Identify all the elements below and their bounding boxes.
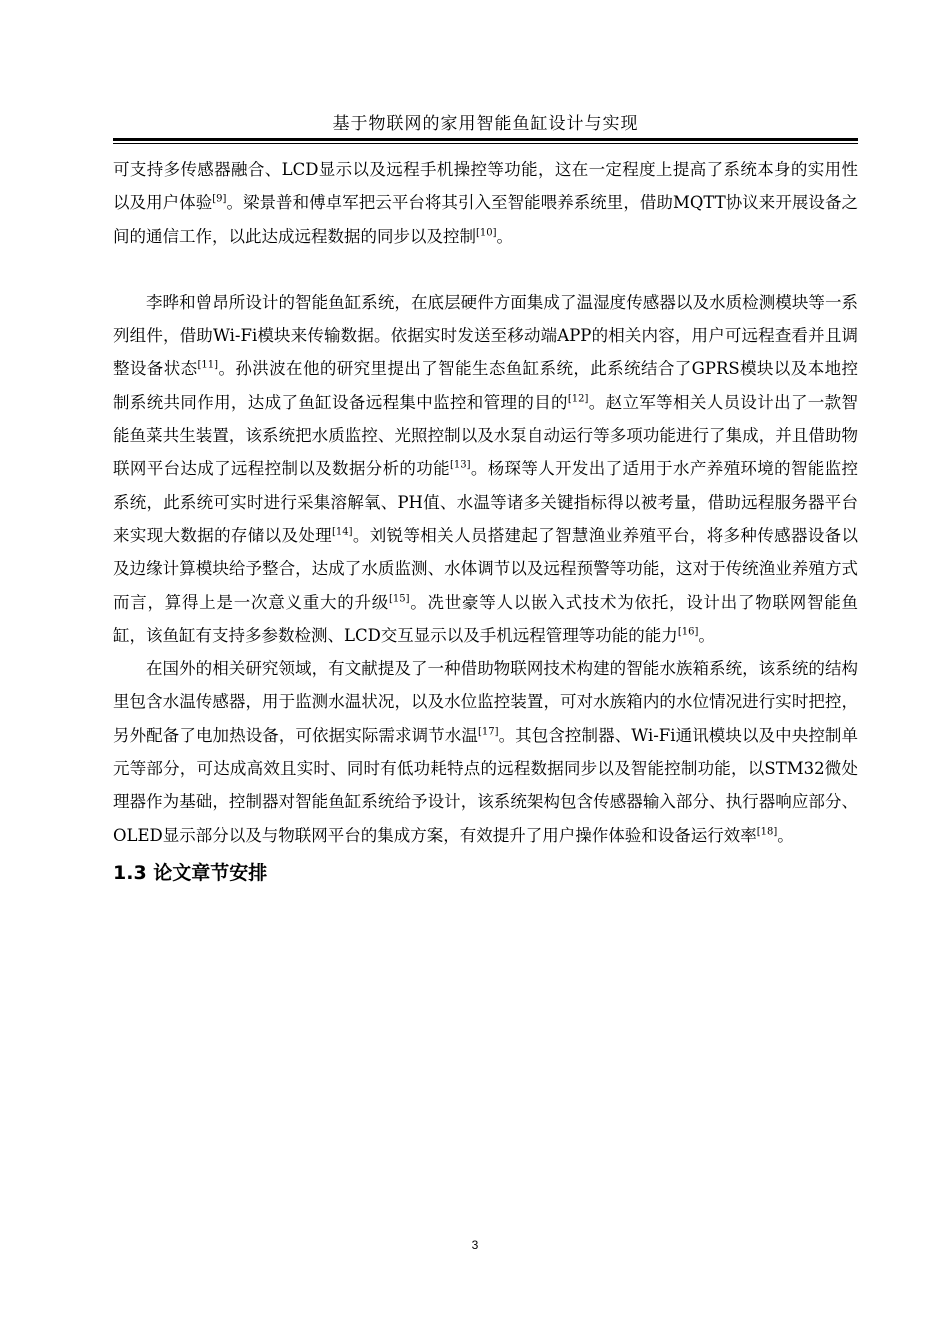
section-heading <box>113 858 858 888</box>
citation-marker: [15] <box>389 593 410 605</box>
text-run: 。 <box>777 825 794 845</box>
text-run: 。赵立军等相关人员设计出了一款智能鱼菜共生装置，该系统把水质监控、光照控制以及水泵自动运行等多项功能进行了集成，并且借助物联网平台达成了远程控制以及数据分析的功能 <box>113 392 859 479</box>
citation-marker: [11] <box>197 359 219 371</box>
citation-marker: [12] <box>567 393 589 405</box>
paragraph-domestic-research <box>113 286 858 652</box>
paragraph-foreign-research <box>113 652 858 852</box>
text-run: 。冼世豪等人以嵌入式技术为依托，设计出了物联网智能鱼缸，该鱼缸有支持多参数检测、LCD交互显示以及手机远程管理等功能的能力 <box>113 592 859 645</box>
text-run: 。梁景普和傅卓军把云平台将其引入至智能喂养系统里，借助MQTT协议来开展设备之间的通信工作，以此达成远程数据的同步以及控制 <box>113 193 858 246</box>
text-run: 在国外的相关研究领域，有文献提及了一种借助物联网技术构建的智能水族箱系统，该系统的结构里包含水温传感器，用于监测水温状况，以及水位监控装置，可对水族箱内的水位情况进行实时把控，另外配备了电加热设备，可依据实际需求调节水温 <box>113 659 858 745</box>
text-run: 。刘锐等相关人员搭建起了智慧渔业养殖平台，将多种传感器设备以及边缘计算模块给予整合，达成了水质监测、水体调节以及远程预警等功能，这对于传统渔业养殖方式而言，算得上是一次意义重大的升级 <box>113 525 859 612</box>
text-run: 。孙洪波在他的研究里提出了智能生态鱼缸系统，此系统结合了GPRS模块以及本地控制系统共同作用，达成了鱼缸设备远程集中监控和管理的目的 <box>113 359 859 412</box>
citation-marker: [17] <box>477 726 499 738</box>
body-text <box>113 153 858 888</box>
citation-marker: [10] <box>476 227 497 239</box>
running-header: 基于物联网的家用智能鱼缸设计与实现 <box>332 114 639 134</box>
citation-marker: [9] <box>212 193 227 205</box>
text-run: 可支持多传感器融合、LCD显示以及远程手机操控等功能，这在一定程度上提高了系统本身的实用性以及用户体验 <box>113 160 858 213</box>
paragraph-gap <box>113 253 858 286</box>
section-title: 论文章节安排 <box>153 861 268 884</box>
text-run: 。 <box>496 226 514 246</box>
text-run: 。杨琛等人开发出了适用于水产养殖环境的智能监控系统，此系统可实时进行采集溶解氧、PH值、水温等诸多关键指标得以被考量，借助远程服务器平台来实现大数据的存储以及处理 <box>113 459 859 545</box>
paragraph-continuation <box>113 153 858 253</box>
citation-marker: [18] <box>756 826 778 838</box>
section-number: 1.3 <box>113 861 147 884</box>
text-run: 。其包含控制器、Wi-Fi通讯模块以及中央控制单元等部分，可达成高效且实时、同时有低功耗特点的远程数据同步以及智能控制功能，以STM32微处理器作为基础，控制器对智能鱼缸系统给予设计，该系统架构包含传感器输入部分、执行器响应部分、OLED显示部分以及与物联网平台的集成方案，有效提升了用户操作体验和设备运行效率 <box>113 725 859 845</box>
text-run: 李晔和曾昂所设计的智能鱼缸系统，在底层硬件方面集成了温湿度传感器以及水质检测模块等一系列组件，借助Wi-Fi模块来传输数据。依据实时发送至移动端APP的相关内容，用户可远程查看并且调整设备状态 <box>113 292 858 379</box>
text-run: 。 <box>698 625 715 645</box>
header-rule-thick <box>113 138 858 141</box>
header-rule-thin <box>113 143 858 144</box>
page-number: 3 <box>471 1238 479 1252</box>
citation-marker: [16] <box>677 626 699 638</box>
citation-marker: [13] <box>449 459 471 471</box>
citation-marker: [14] <box>332 526 353 538</box>
